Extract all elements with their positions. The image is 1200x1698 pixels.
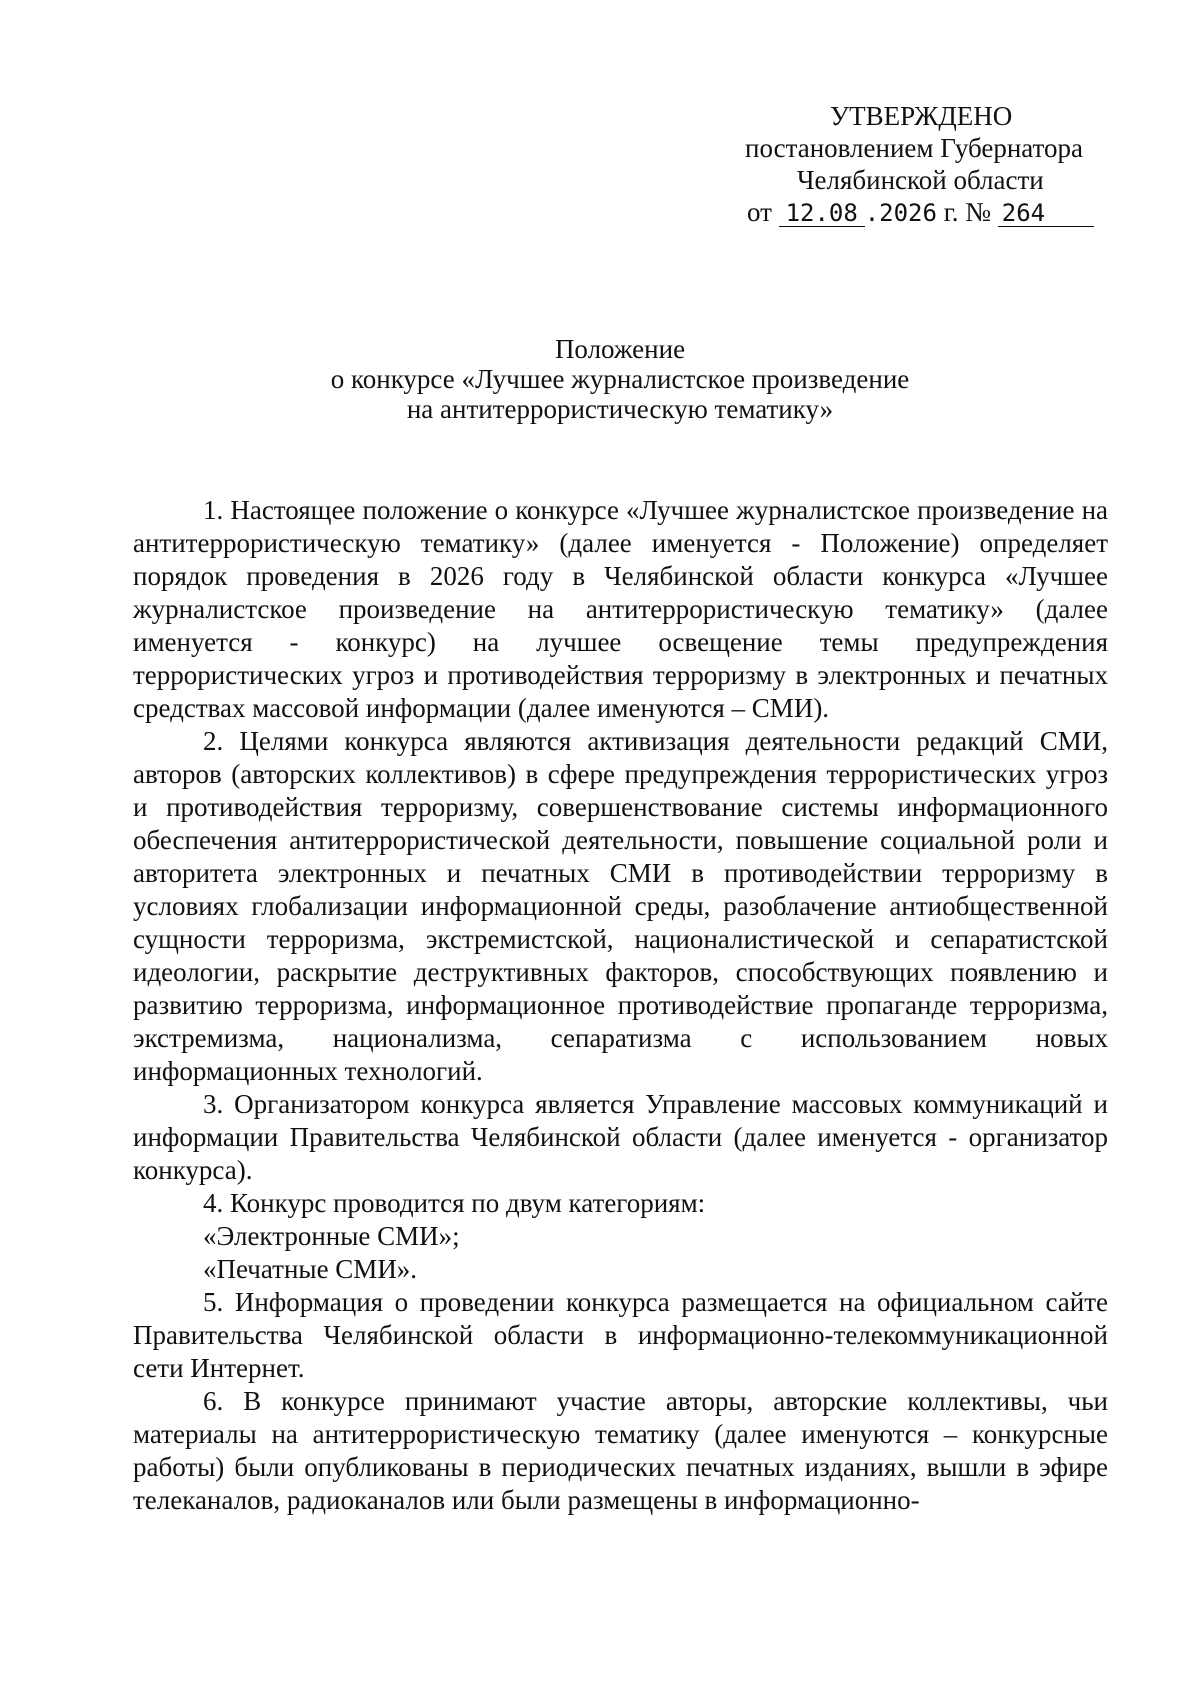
category-electronic: «Электронные СМИ»;: [203, 1221, 460, 1251]
approval-number: 264: [998, 200, 1094, 227]
title-line-2: о конкурсе «Лучшее журналистское произведение: [330, 364, 910, 394]
approval-region: Челябинской области: [797, 165, 1044, 195]
paragraph-6: 6. В конкурсе принимают участие авторы, авторские коллективы, чьи материалы на антитеррористическую тематику (далее именуются – конкурсные работы) были опубликованы в периодических печатных изданиях, вышли в эфире телеканалов, радиоканалов или были размещены в информационно-: [133, 1386, 1108, 1515]
document-title: [130, 334, 1110, 424]
paragraph-5: 5. Информация о проведении конкурса размещается на официальном сайте Правительства Челябинской области в информационно-телекоммуникационной сети Интернет.: [133, 1287, 1108, 1383]
paragraph-1: 1. Настоящее положение о конкурсе «Лучшее журналистское произведение на антитеррористическую тематику» (далее именуется - Положение) определяет порядок проведения в 2026 году в Челябинской области конкурса «Лучшее журналистское произведение на антитеррористическую тематику» (далее именуется - конкурс) на лучшее освещение темы предупреждения террористических угроз и противодействия терроризму в электронных и печатных средствах массовой информации (далее именуются – СМИ).: [133, 495, 1108, 723]
approval-year: .2026: [864, 199, 937, 227]
paragraph-3: 3. Организатором конкурса является Управление массовых коммуникаций и информации Правительства Челябинской области (далее именуется - организатор конкурса).: [133, 1089, 1108, 1185]
approval-stamp: [745, 100, 1110, 229]
approval-date-line: [745, 196, 1110, 229]
title-line-1: Положение: [554, 334, 686, 364]
approval-from-label: от: [747, 197, 772, 227]
approval-issuer: постановлением Губернатора: [745, 133, 1083, 163]
document-body: [133, 494, 1108, 1517]
category-print: «Печатные СМИ».: [203, 1254, 418, 1284]
approval-date: 12.08: [779, 200, 865, 227]
paragraph-2: 2. Целями конкурса являются активизация деятельности редакций СМИ, авторов (авторских коллективов) в сфере предупреждения террористических угроз и противодействия терроризму, совершенствование системы информационного обеспечения антитеррористической деятельности, повышение социальной роли и авторитета электронных и печатных СМИ в противодействии терроризму в условиях глобализации информационной среды, разоблачение антиобщественной сущности терроризма, экстремистской, националистической и сепаратистской идеологии, раскрытие деструктивных факторов, способствующих появлению и развитию терроризма, информационное противодействие пропаганде терроризма, экстремизма, национализма, сепаратизма с использованием новых информационных технологий.: [133, 726, 1108, 1086]
title-line-3: на антитеррористическую тематику»: [406, 394, 834, 424]
paragraph-4: 4. Конкурс проводится по двум категориям:: [203, 1188, 706, 1218]
approval-title: УТВЕРЖДЕНО: [830, 101, 1013, 131]
approval-number-label: г. №: [943, 197, 991, 227]
